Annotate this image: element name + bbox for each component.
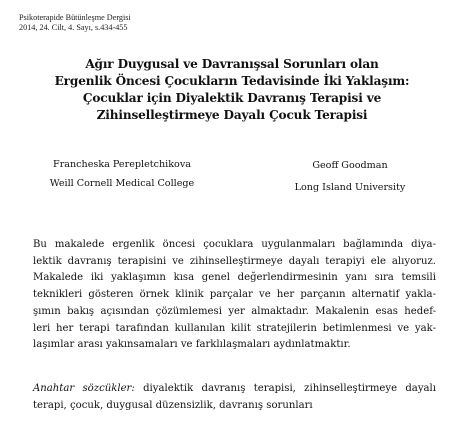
keywords — [33, 380, 436, 415]
journal-name: Psikoterapide Bütünleşme Dergisi — [19, 13, 131, 22]
abstract-line: lektik davranış terapisini ve zihinselleştirmeye dayalı terapiyi ele alıyoruz. — [33, 255, 436, 267]
keywords-line — [33, 380, 436, 397]
author-name: Francheska Perepletchikova — [53, 159, 191, 170]
abstract-line: teknikleri gösteren örnek klinik parçalar ve her parçanın alternatif yakla- — [33, 289, 436, 301]
journal-citation: 2014, 24. Cilt, 4. Sayı, s.434-455 — [19, 22, 128, 32]
title-line: Ergenlik Öncesi Çocukların Tedavisinde İki Yaklaşım: — [54, 74, 410, 88]
abstract-line: Makalede iki yaklaşımın kısa genel değerlendirmesinin yanı sıra temsili — [33, 272, 436, 284]
author-name: Geoff Goodman — [312, 160, 388, 171]
keywords-line: terapi, çocuk, duygusal düzensizlik, davranış sorunları — [33, 400, 313, 412]
paper-title — [30, 56, 434, 124]
author-block-1 — [48, 155, 196, 193]
author-affiliation: Long Island University — [294, 182, 406, 193]
author-block-2 — [272, 156, 428, 197]
abstract-line: leri her terapi tarafından kullanılan kilit stratejilerin betimlenmesi ve yak- — [33, 322, 436, 334]
title-line: Çocuklar için Diyalektik Davranış Terapisi ve — [82, 91, 382, 105]
keywords-label: Anahtar sözcükler: — [33, 383, 135, 394]
abstract-line: şımın bakış açısından çözümlemesi yer almaktadır. Makalenin esas hedef- — [33, 305, 436, 317]
abstract — [33, 237, 436, 354]
journal-header — [19, 13, 131, 32]
abstract-line: Bu makalede ergenlik öncesi çocuklara uygulanmaları bağlamında diya- — [33, 239, 436, 250]
title-line: Ağır Duygusal ve Davranışsal Sorunları olan — [85, 57, 379, 71]
author-affiliation: Weill Cornell Medical College — [49, 178, 195, 189]
title-line: Zihinselleştirmeye Dayalı Çocuk Terapisi — [96, 108, 368, 122]
abstract-line: laşımlar arası yakınsamaları ve farklılaşmaları aydınlatmaktır. — [33, 339, 351, 351]
keywords-text: diyalektik davranış terapisi, zihinselleştirmeye dayalı — [143, 383, 436, 394]
